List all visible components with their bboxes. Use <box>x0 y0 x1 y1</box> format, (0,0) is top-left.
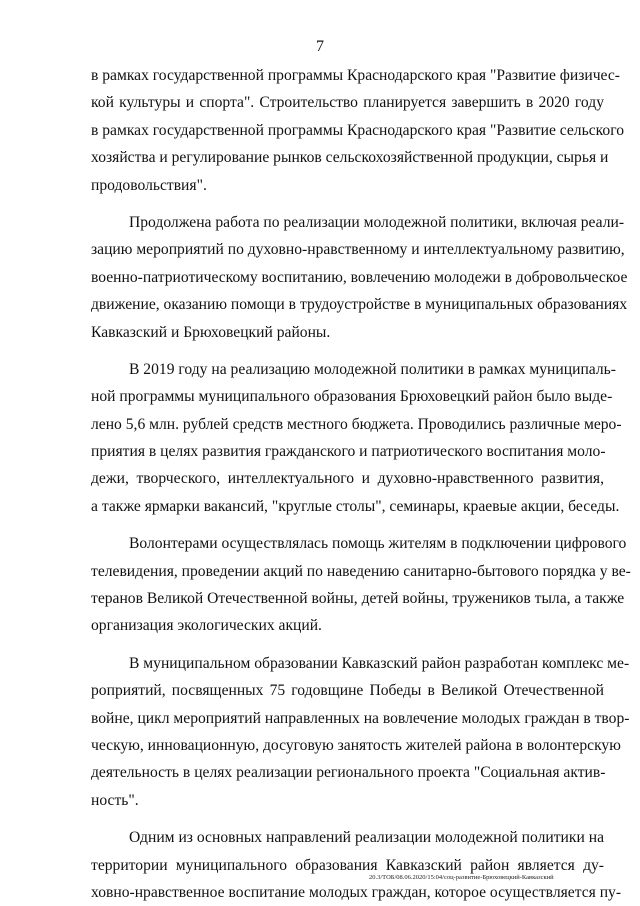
text-line: роприятий, посвященных 75 годовщине Победы в Великой Отечественной <box>91 682 604 700</box>
text-line: зацию мероприятий по духовно-нравственному и интеллектуальному развитию, <box>91 241 625 259</box>
text-line: теранов Великой Отечественной войны, детей войны, тружеников тыла, а также <box>91 590 625 608</box>
text-line: приятия в целях развития гражданского и патриотического воспитания моло- <box>91 443 606 461</box>
text-line: Продолжена работа по реализации молодежной политики, включая реали- <box>129 213 625 231</box>
text-line: организация экологических акций. <box>91 617 322 635</box>
text-line: продовольствия". <box>91 176 207 194</box>
text-line: дежи, творческого, интеллектуального и духовно-нравственного развития, <box>91 470 604 488</box>
text-line: ческую, инновационную, досуговую занятость жителей района в волонтерскую <box>91 736 621 754</box>
text-line: В 2019 году на реализацию молодежной политики в рамках муниципаль- <box>129 360 616 378</box>
text-line: ховно-нравственное воспитание молодых граждан, которое осуществляется пу- <box>91 883 622 901</box>
document-footer-code: 20.3/ТОБ/08.06.2020/15:04/соц-развитие-Брюховецкий-Кавказский <box>369 874 554 881</box>
text-line: в рамках государственной программы Краснодарского края "Развитие физичес- <box>91 67 620 84</box>
text-line: а также ярмарки вакансий, "круглые столы", семинары, краевые акции, беседы. <box>91 497 620 515</box>
text-line: военно-патриотическому воспитанию, вовлечению молодежи в добровольческое <box>91 268 628 286</box>
text-line: кой культуры и спорта". Строительство планируется завершить в 2020 году <box>91 94 604 112</box>
text-line: ной программы муниципального образования Брюховецкий район было выде- <box>91 388 613 406</box>
text-line: территории муниципального образования Кавказский район является ду- <box>91 856 604 874</box>
text-line: ность". <box>91 791 139 809</box>
text-line: Волонтерами осуществлялась помощь жителям в подключении цифрового <box>129 535 627 553</box>
text-line: телевидения, проведении акций по наведению санитарно-бытового порядка у ве- <box>91 562 631 580</box>
text-line: Одним из основных направлений реализации молодежной политики на <box>129 829 604 847</box>
text-line: Кавказский и Брюховецкий районы. <box>91 323 331 341</box>
text-line: войне, цикл мероприятий направленных на вовлечение молодых граждан в твор- <box>91 709 630 727</box>
text-line: деятельность в целях реализации регионального проекта "Социальная актив- <box>91 764 606 782</box>
page-number: 7 <box>316 38 324 55</box>
text-line: В муниципальном образовании Кавказский район разработан комплекс ме- <box>129 654 630 672</box>
text-line: движение, оказанию помощи в трудоустройстве в муниципальных образованиях <box>91 296 628 314</box>
text-line: хозяйства и регулирование рынков сельскохозяйственной продукции, сырья и <box>91 149 609 167</box>
text-line: в рамках государственной программы Краснодарского края "Развитие сельского <box>91 121 624 139</box>
text-line: лено 5,6 млн. рублей средств местного бюджета. Проводились различные меро- <box>91 415 622 433</box>
document-body <box>91 62 631 906</box>
